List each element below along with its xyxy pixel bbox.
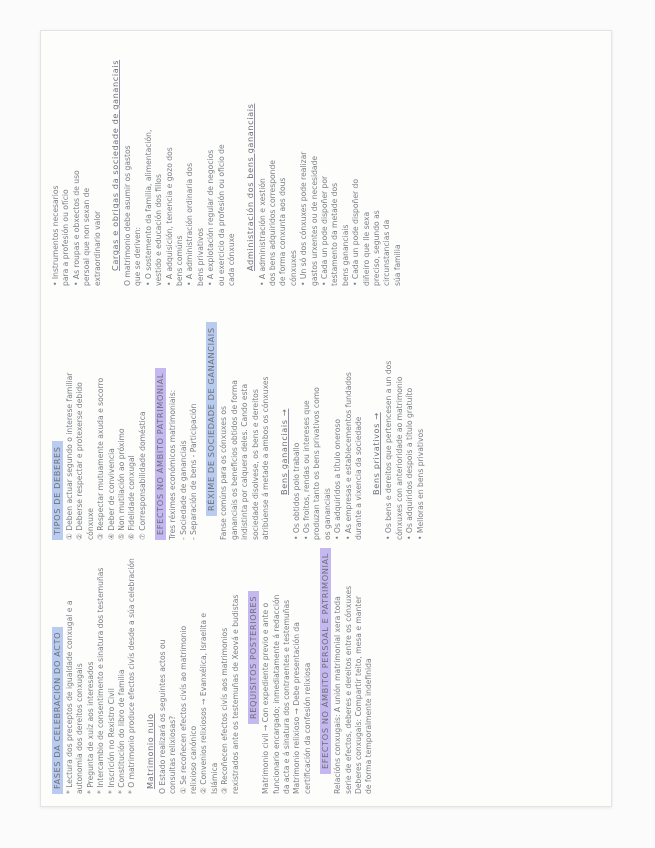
fases-line: * Constitución do libro de familia (117, 669, 127, 794)
admin-line: • Cada un pode dispoñer por (319, 175, 329, 286)
cargas-line: • A adquisición, tenencia e gozo dos (164, 147, 174, 286)
cargas-line: O matrimonio debe asumir os gastos (123, 145, 133, 286)
bens-line: produzan tanto os bens privativos como (312, 387, 322, 540)
heading-efectos-patrimonial: EFECTOS NO ÁMBITO PATRIMONIAL (155, 368, 166, 540)
cargas-line: vestido e educación dos fillos (154, 174, 164, 286)
admin-line: circunstancias da (382, 219, 392, 286)
requisitos-line: Matrimonio relixioso → Debe presentación da (292, 622, 302, 794)
requisitos-line: Matrimonio civil → Con expediente previo e ante o (261, 602, 271, 794)
efectos-line: de forma temporalmente indefinida (364, 658, 374, 794)
heading-fases: FASES DA CELEBRACIÓN DO ACTO (52, 627, 63, 794)
tipos-list (65, 292, 148, 540)
admin-line: dos bens adquiridos corresponde (267, 160, 277, 286)
admin-line: de forma conxunta aos dous (278, 177, 288, 286)
admin-line: súa familia (392, 244, 402, 286)
nulo-list (158, 546, 241, 794)
column-1 (45, 546, 611, 794)
patrimonial-line: Tres réximes económicos matrimoniais: (168, 389, 178, 540)
nulo-line: ② Convenios relixiosos → Evanxélica, Israelita e (199, 612, 209, 794)
cargas-line: ou exercicio da profesión ou oficio de (216, 144, 226, 286)
admin-line: • Un só dos cónxuxes pode realizar (299, 151, 309, 286)
nulo-line: ① Se recoñecen efectos civís ao matrimonio (178, 625, 188, 794)
fases-line: * Intercambio de consentimento e sinatura dos testemuñas (96, 567, 106, 794)
privativos-list (384, 292, 426, 540)
admin-line: • A administración e xestión (257, 178, 267, 286)
regime-line: atribúense á metade a ambos os cónxuxes (261, 376, 271, 540)
regime-line: indistinta por calquera deles. Cando esta (240, 383, 250, 540)
cargas-line: cada cónxuxe (227, 233, 237, 286)
cargas-list (123, 38, 237, 286)
tipos-line: ② Deberse respectar e protexerse debido (75, 382, 85, 540)
tipos-line: ③ Respectar mutuamente axuda e socorro (96, 377, 106, 540)
bens-line: • Os adquiridos a título oneroso (333, 419, 343, 540)
admin-line: cónxuxes (288, 250, 298, 286)
admin-line: diñeiro que lle sexa (361, 211, 371, 286)
efectos-list (333, 546, 375, 794)
cargas-line: • O sostemento da familia, alimentación, (143, 129, 153, 286)
bens-line: • Os froitos, rendas ou intereses que (301, 400, 311, 540)
cargas-line: bens privativos (195, 227, 205, 286)
notes-sheet (40, 30, 612, 807)
nulo-line: O Estado realizará os seguintes actos ou (157, 639, 167, 794)
admin-line: gastos urxentes ou de necesidade (309, 155, 319, 286)
cargas-line: bens comúns (175, 235, 185, 286)
nulo-line: relixioso canónico (189, 725, 199, 794)
requisitos-list (261, 546, 313, 794)
tipos-line: ⑥ Fidelidade conxugal (127, 455, 137, 540)
tipos-line: ⑤ Non mutilación ao próximo (117, 428, 127, 540)
fases-line: * Lectura dos preceptos de igualdade conxugal e a (65, 600, 74, 794)
bens-line: • Os obtidos polo traballo (291, 442, 301, 540)
heading-administracion: Administración dos bens gananciais (244, 103, 255, 271)
bens-line: • As empresas e establecementos fundados (343, 372, 353, 540)
tipos-line: ① Deben actuar segundo o interese familiar (65, 372, 74, 540)
fases-line: * Inscrición no Rexistro Civil (106, 688, 116, 794)
nulo-line: consultas relixiosas? (168, 715, 178, 794)
intro-line: • As roupas e obxectos de uso (71, 170, 81, 286)
bens-line: durante a vixencia da sociedade (353, 416, 363, 540)
regime-line: sociedade disolvese, os bens e dereitos (250, 389, 260, 540)
cargas-line: • A administración ordinaria dos (185, 162, 195, 286)
intro-line: persoal que non sexan de (82, 187, 92, 286)
heading-matrimonio-nulo: Matrimonio nulo (144, 713, 155, 789)
regime-line: gananciais os beneficios obtidos de forma (229, 380, 239, 540)
heading-bens-privativos: Bens privativos → (371, 412, 382, 495)
tipos-line: cónxuxe (85, 508, 95, 540)
heading-efectos: EFECTOS NO ÁMBITO PERSOAL E PATRIMONIAL (320, 548, 331, 774)
patrimonial-line: - Separación de bens - Participación (189, 403, 199, 540)
intro-line: extraordinario valor (92, 210, 102, 286)
intro-line: para a profesión ou ofício (61, 189, 71, 286)
admin-line: preciso, segundo as (371, 210, 381, 286)
column-2 (45, 292, 611, 540)
efectos-line: Relacións conxugais: A unión matrimonial xera toda (333, 596, 343, 794)
heading-tipos-deberes: TIPOS DE DEBERES (52, 441, 63, 540)
privativos-line: • Os bens e dereitos que pertencesen a un dos (384, 360, 394, 540)
privativos-line: • Os adquiridos despois a título gratuíto (405, 387, 415, 540)
admin-line: • Cada un pode dispoñer do (351, 179, 361, 286)
requisitos-line: da acta e á sinatura dos contraentes e testemuñas (281, 599, 291, 794)
tipos-line: ⑦ Corresponsabilidade doméstica (137, 411, 147, 540)
nulo-line: rexistrados ante os testemuñas de Xeová e budistas (230, 594, 240, 794)
requisitos-line: funcionario encargado; inmediatamente á redacción (271, 594, 281, 794)
requisitos-line: certificación da confesión relixiosa (302, 662, 312, 794)
efectos-line: serie de efectos, deberes e dereitos entre os cónxuxes (343, 585, 353, 794)
tipos-line: ④ Deber de convivencia (106, 448, 116, 540)
admin-line: testamento da metade dos (330, 182, 340, 286)
admin-line: bens gananciais (340, 224, 350, 286)
bens-line: os gananciais (322, 488, 332, 540)
fases-line: * O matrimonio produce efectos civís desde a súa celebración (127, 558, 137, 794)
intro-list (45, 38, 103, 286)
column-3 (45, 38, 611, 286)
nulo-line: ③ Recoñecen efectos civís aos matrimonios (220, 627, 230, 794)
privativos-line: cónxuxes con anterioridade ao matrimonio (394, 376, 404, 540)
cargas-line: • A explotación regular de negocios (206, 149, 216, 286)
heading-cargas: Cargas e obrigas da sociedade de gananciais (110, 59, 121, 271)
rotated-notes-page (45, 35, 611, 802)
cargas-line: que se deriven: (133, 226, 143, 286)
fases-line: autonomía dos dereitos conxugais (75, 663, 85, 794)
regime-list (219, 292, 271, 540)
patrimonial-line: - Sociedade de gananciais (178, 440, 188, 540)
patrimonial-list (168, 292, 199, 540)
bens-list (292, 292, 365, 540)
fases-line: * Pregunta de xuíz aos interesados (85, 661, 95, 794)
regime-line: Fanse comúns para os cónxuxes os (219, 406, 229, 540)
privativos-line: • Melloras en bens privativos (415, 428, 425, 540)
fases-list (65, 546, 138, 794)
heading-requisitos: REQUISITOS POSTERIORES (248, 591, 259, 724)
efectos-line: Deberes conxugais: Compartir teito, mesa e manter (353, 595, 363, 794)
heading-regime-gananciais: RÉXIME DE SOCIEDADE DE GANANCIAIS (206, 322, 217, 516)
admin-list (258, 38, 404, 286)
nulo-line: Islámica (209, 762, 219, 794)
intro-line: • Instrumentos necesarios (51, 185, 60, 286)
heading-bens-gananciais: Bens gananciais → (278, 408, 289, 495)
